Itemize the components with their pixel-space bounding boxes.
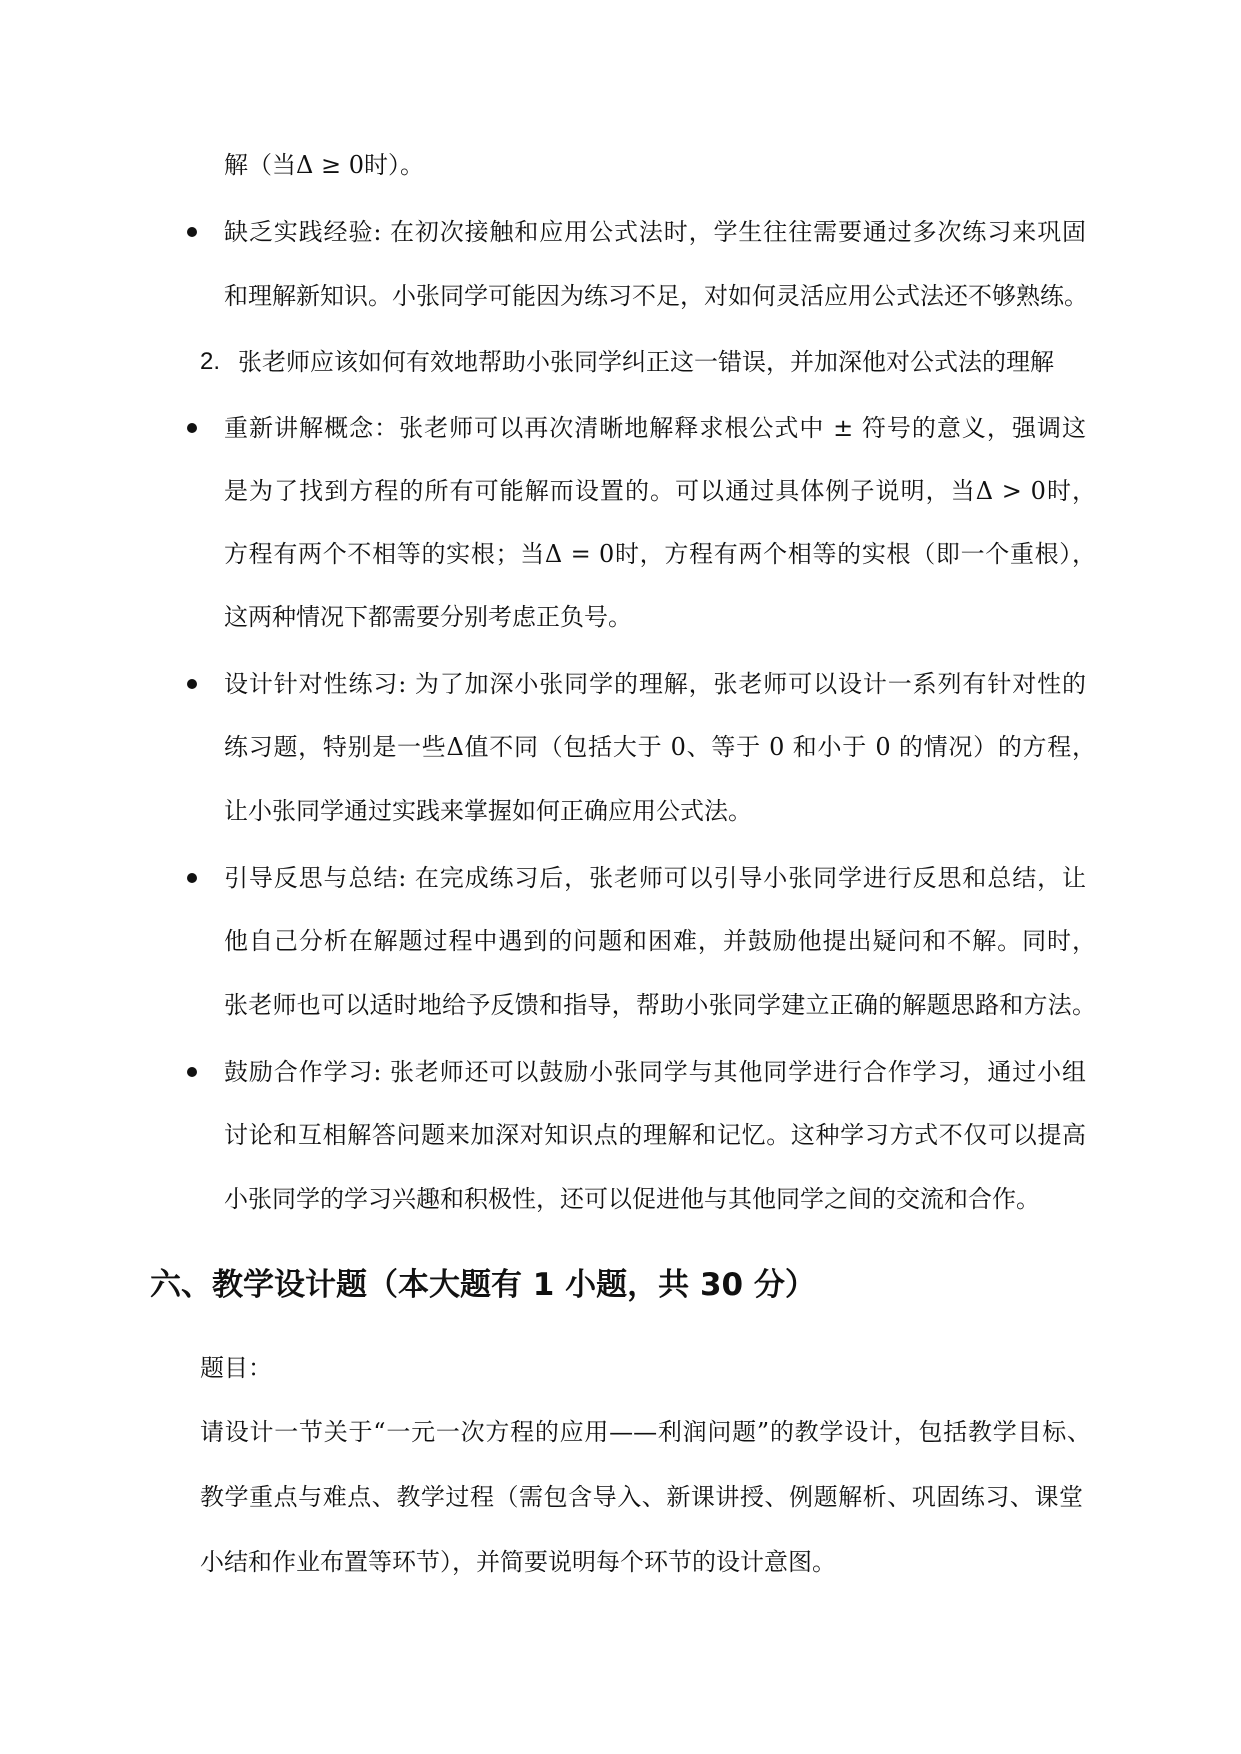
bullet-line: 是为了找到方程的所有可能解而设置的。可以通过具体例子说明，当Δ > 0时， bbox=[224, 477, 1096, 505]
bullet-line: 这两种情况下都需要分别考虑正负号。 bbox=[224, 603, 632, 631]
bullet-line: 和理解新知识。小张同学可能因为练习不足，对如何灵活应用公式法还不够熟练。 bbox=[224, 282, 1088, 310]
bullet-line: 鼓励合作学习: 张老师还可以鼓励小张同学与其他同学进行合作学习，通过小组 bbox=[224, 1058, 1086, 1086]
question-text: 张老师应该如何有效地帮助小张同学纠正这一错误，并加深他对公式法的理解 bbox=[238, 348, 1054, 376]
bullet-line: 缺乏实践经验: 在初次接触和应用公式法时，学生往往需要通过多次练习来巩固 bbox=[224, 218, 1086, 246]
bullet-icon bbox=[187, 873, 197, 883]
bullet-line: 张老师也可以适时地给予反馈和指导，帮助小张同学建立正确的解题思路和方法。 bbox=[224, 991, 1096, 1019]
bullet-line: 让小张同学通过实践来掌握如何正确应用公式法。 bbox=[224, 797, 752, 825]
bullet-line: 方程有两个不相等的实根；当Δ = 0时，方程有两个相等的实根（即一个重根）， bbox=[224, 540, 1096, 568]
question-body-line: 请设计一节关于“一元一次方程的应用——利润问题”的教学设计，包括教学目标、 bbox=[200, 1418, 1091, 1446]
question-body-line: 小结和作业布置等环节），并简要说明每个环节的设计意图。 bbox=[200, 1548, 836, 1576]
question-body-line: 教学重点与难点、教学过程（需包含导入、新课讲授、例题解析、巩固练习、课堂 bbox=[200, 1483, 1083, 1511]
bullet-line: 小张同学的学习兴趣和积极性，还可以促进他与其他同学之间的交流和合作。 bbox=[224, 1185, 1040, 1213]
bullet-line: 讨论和互相解答问题来加深对知识点的理解和记忆。这种学习方式不仅可以提高 bbox=[224, 1121, 1086, 1149]
bullet-line: 练习题，特别是一些Δ值不同（包括大于 0、等于 0 和小于 0 的情况）的方程， bbox=[224, 733, 1096, 761]
section-heading: 六、教学设计题（本大题有 1 小题，共 30 分） bbox=[150, 1267, 816, 1303]
bullet-line: 重新讲解概念：张老师可以再次清晰地解释求根公式中 ± 符号的意义，强调这 bbox=[224, 414, 1086, 442]
bullet-line: 设计针对性练习: 为了加深小张同学的理解，张老师可以设计一系列有针对性的 bbox=[224, 670, 1086, 698]
bullet-icon bbox=[187, 1067, 197, 1077]
bullet-line: 引导反思与总结: 在完成练习后，张老师可以引导小张同学进行反思和总结，让 bbox=[224, 864, 1086, 892]
bullet-line: 他自己分析在解题过程中遇到的问题和困难，并鼓励他提出疑问和不解。同时， bbox=[224, 927, 1096, 955]
previous-item-fragment: 解（当Δ ≥ 0时）。 bbox=[224, 151, 424, 179]
bullet-icon bbox=[187, 423, 197, 433]
question-number: 2. bbox=[200, 348, 221, 375]
bullet-icon bbox=[187, 679, 197, 689]
bullet-icon bbox=[187, 227, 197, 237]
question-label: 题目： bbox=[200, 1354, 272, 1382]
